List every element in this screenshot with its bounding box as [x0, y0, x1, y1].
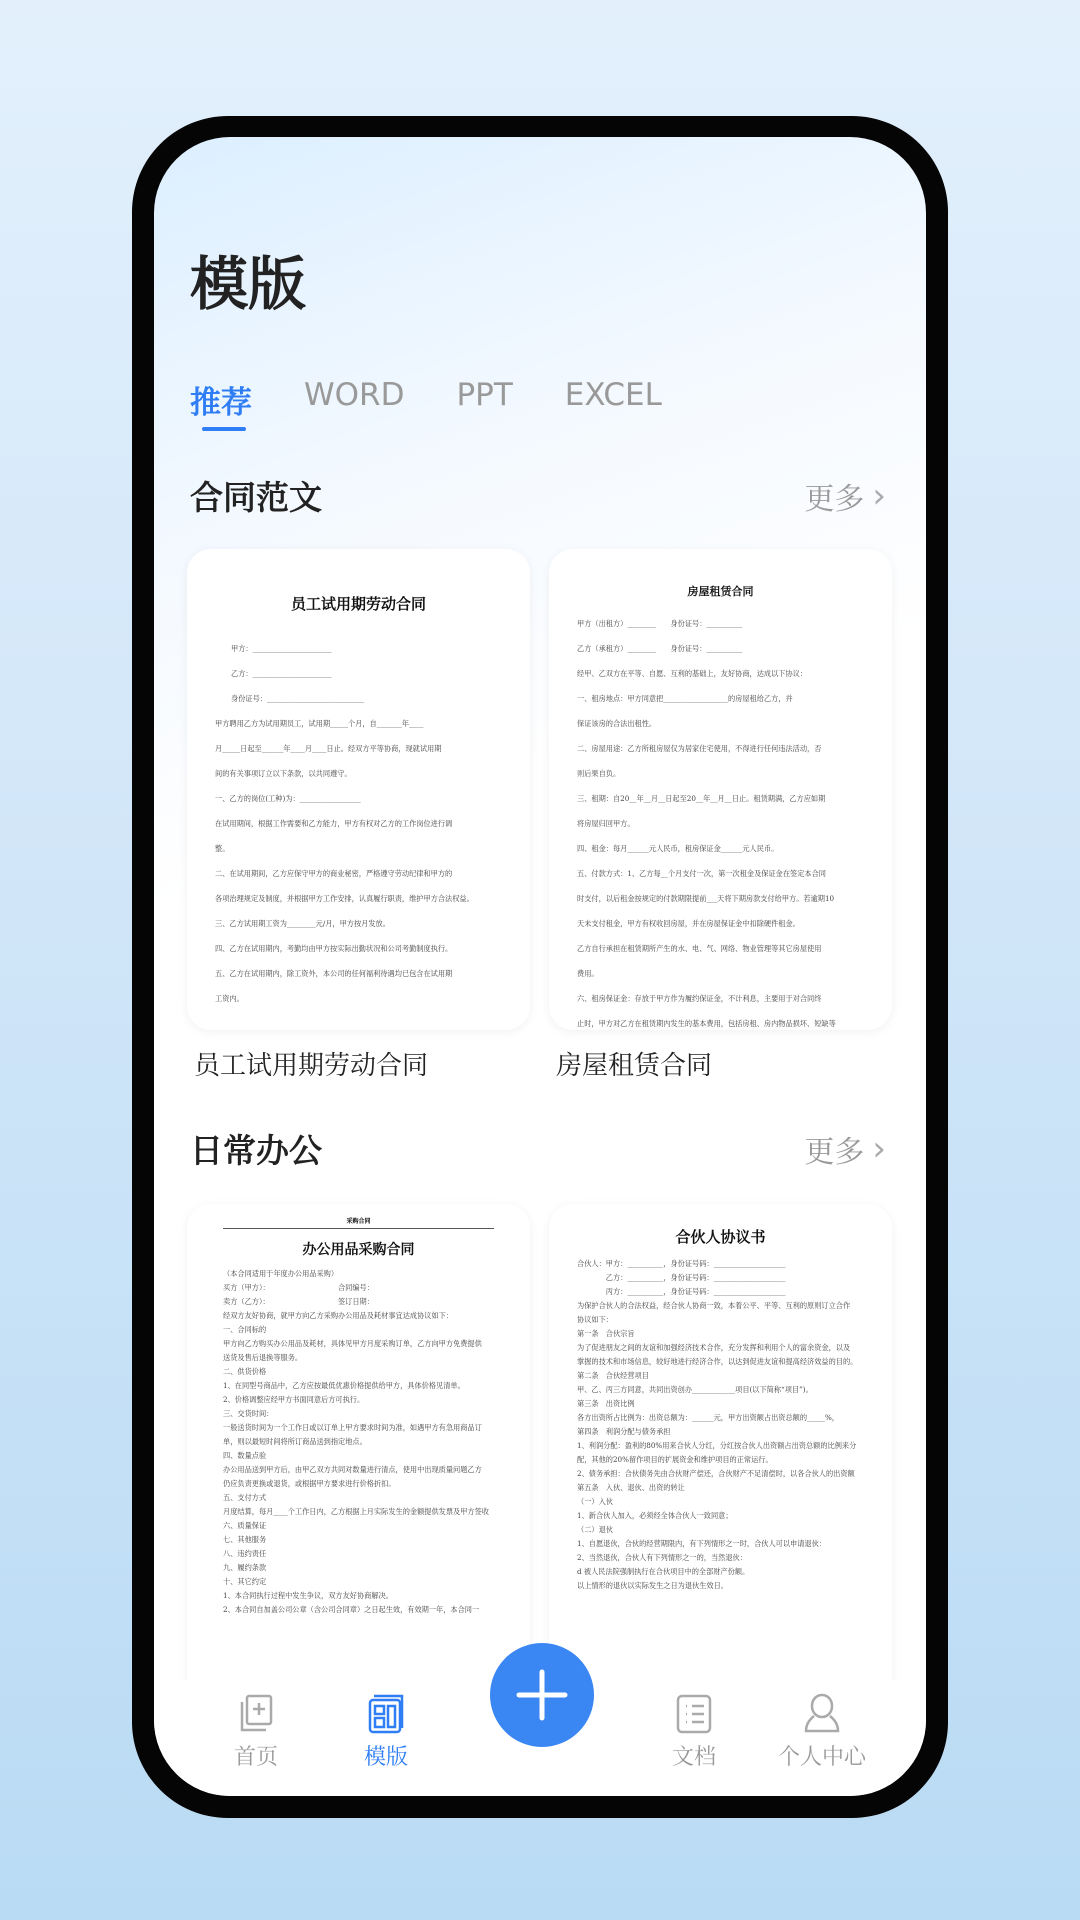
section-title-office: 日常办公	[190, 1131, 322, 1170]
category-tabs	[190, 377, 714, 422]
doc-line: 六、租房保证金：存放于甲方作为履约保证金，不计利息，主要用于对合同终	[577, 994, 822, 1003]
doc-line: 各方出资所占比例为：出资总额为：______元，甲方出资额占出资总额的_____%，	[577, 1413, 839, 1422]
doc-title: 合伙人协议书	[675, 1228, 766, 1246]
template-card[interactable]	[549, 549, 892, 1030]
page-title: 模版	[190, 250, 307, 318]
doc-line: 四、租金：每月______元人民币，租房保证金______元人民币。	[577, 844, 779, 853]
doc-line: 十、其它约定	[223, 1577, 267, 1586]
doc-line: 第五条 入伙、退伙、出资的转让	[577, 1483, 685, 1492]
doc-line: 1、新合伙人加入，必须经全体合伙人一致同意；	[577, 1511, 733, 1520]
doc-line: 卖方（乙方）： 签订日期：	[223, 1297, 374, 1306]
doc-line: （一）入伙	[577, 1497, 613, 1506]
doc-line: 费用。	[577, 969, 599, 978]
user-icon	[800, 1692, 844, 1736]
doc-line: 2、债务承担：合伙债务先由合伙财产偿还，合伙财产不足清偿时，以各合伙人的出资额	[577, 1469, 855, 1478]
doc-line: 各项治理规定及制度，并根据甲方工作安排，认真履行职责，维护甲方合法权益。	[215, 894, 474, 903]
doc-header: 采购合同	[223, 1216, 494, 1229]
doc-line: （二）退伙	[577, 1525, 613, 1534]
doc-line: 第四条 利润分配与债务承担	[577, 1427, 671, 1436]
template-card[interactable]	[549, 1204, 892, 1724]
doc-line: 掌握的技术和市场信息，较好地进行经济合作，以达到促进友谊和提高经济效益的目的。	[577, 1357, 858, 1366]
doc-line: 以上情形的退伙以实际发生之日为退伙生效日。	[577, 1581, 728, 1590]
doc-line: 1、利润分配：盈利的80%用来合伙人分红，分红按合伙人出资额占出资总额的比例来分	[577, 1441, 857, 1450]
doc-line: 甲方向乙方购买办公用品及耗材，具体见甲方月度采购订单，乙方向甲方免费提供	[223, 1339, 482, 1348]
nav-profile[interactable]	[762, 1692, 882, 1771]
document-list-icon	[672, 1692, 716, 1736]
doc-line: 2、本合同自加盖公司公章（含公司合同章）之日起生效，有效期一年，本合同一	[223, 1605, 480, 1614]
doc-line: 三、租期：自20__年__月__日起至20__年__月__日止。租赁期满，乙方应如期	[577, 794, 826, 803]
doc-line: 乙方：__________，身份证号码：____________________	[577, 1273, 786, 1282]
doc-line: 配，其他的20%留作项目的扩展资金和维护项目的正常运行。	[577, 1455, 773, 1464]
doc-line: 身份证号：___________________________	[231, 694, 364, 703]
doc-line: 经双方友好协商，就甲方向乙方采购办公用品及耗材事宜达成协议如下：	[223, 1311, 454, 1320]
phone-frame	[132, 116, 948, 1818]
app-screen	[154, 137, 926, 1796]
doc-line: 二、供货价格	[223, 1367, 267, 1376]
nav-home[interactable]	[196, 1692, 316, 1771]
create-fab-button[interactable]	[490, 1643, 594, 1747]
doc-line: （本合同适用于年度办公用品采购）	[223, 1269, 339, 1278]
more-label: 更多	[804, 482, 865, 517]
section-title-contracts: 合同范文	[190, 478, 322, 517]
doc-line: 七、其他服务	[223, 1535, 267, 1544]
plus-icon	[515, 1668, 569, 1722]
doc-line: 经甲、乙双方在平等、自愿、互利的基础上，友好协商，达成以下协议：	[577, 669, 808, 678]
doc-line: 一、租房地点：甲方同意把__________________的房屋租给乙方，并	[577, 694, 793, 703]
doc-line: 则后果自负。	[577, 769, 621, 778]
doc-line: 2、价格调整应经甲方书面同意后方可执行。	[223, 1395, 365, 1404]
chevron-right-icon: ›	[872, 476, 886, 516]
doc-line: 甲方：______________________	[231, 644, 332, 653]
doc-line: 间的有关事项订立以下条款，以共同遵守。	[215, 769, 352, 778]
chevron-right-icon: ›	[872, 1129, 886, 1169]
template-label[interactable]: 员工试用期劳动合同	[194, 1051, 429, 1081]
doc-preview	[577, 611, 864, 1030]
tab-ppt[interactable]: PPT	[456, 377, 513, 413]
doc-line: 月度结算，每月____个工作日内，乙方根据上月实际发生的金额提供发票及甲方签收	[223, 1507, 489, 1516]
doc-line: 乙方（承租方）________ 身份证号：__________	[577, 644, 743, 653]
doc-line: 甲、乙、丙三方同意，共同出资创办____________项目(以下简称“项目”)。	[577, 1385, 813, 1394]
doc-line: 五、付款方式：1、乙方每__个月支付一次，第一次租金及保证金在签定本合同	[577, 869, 826, 878]
doc-line: 甲方（出租方）________ 身份证号：__________	[577, 619, 743, 628]
doc-line: 单，则以最短时间将所订商品送到指定地点。	[223, 1437, 367, 1446]
doc-line: 八、违约责任	[223, 1549, 267, 1558]
doc-line: 丙方：__________，身份证号码：____________________	[577, 1287, 786, 1296]
doc-line: 1、自愿退伙，合伙的经营期限内，有下列情形之一时，合伙人可以申请退伙：	[577, 1539, 826, 1548]
doc-line: 送货及售后退换等服务。	[223, 1353, 303, 1362]
doc-line: 甲方聘用乙方为试用期员工，试用期_____个月，自_______年____	[215, 719, 424, 728]
doc-preview	[577, 1257, 864, 1593]
template-card[interactable]	[187, 549, 530, 1030]
doc-line: 二、在试用期间，乙方应保守甲方的商业秘密，严格遵守劳动纪律和甲方的	[215, 869, 453, 878]
nav-label: 文档	[671, 1745, 716, 1770]
tab-excel[interactable]: EXCEL	[564, 377, 662, 413]
doc-line: 办公用品送到甲方后，由甲乙双方共同对数量进行清点，使用中出现质量问题乙方	[223, 1465, 482, 1474]
doc-line: 为保护合伙人的合法权益，经合伙人协商一致，本着公平、平等、互利的原则订立合作	[577, 1301, 851, 1310]
doc-title: 员工试用期劳动合同	[290, 595, 426, 613]
doc-line: 四、乙方在试用期内，考勤均由甲方按实际出勤状况和公司考勤制度执行。	[215, 944, 453, 953]
doc-line: 在试用期间，根据工作需要和乙方能力，甲方有权对乙方的工作岗位进行调	[215, 819, 453, 828]
doc-line: 时支付，以后租金按规定的付款期限提前___天将下期房款支付给甲方。若逾期10	[577, 894, 835, 903]
doc-line: 合伙人：甲方：__________，身份证号码：____________________	[577, 1259, 786, 1268]
doc-title: 房屋租赁合同	[687, 585, 754, 598]
doc-line: 二、房屋用途：乙方所租房屋仅为居家住宅使用，不得进行任何违法活动，否	[577, 744, 822, 753]
nav-label: 个人中心	[777, 1745, 866, 1770]
doc-line: 月_____日起至______年____月____日止。经双方平等协商，现就试用期	[215, 744, 442, 753]
doc-line: 三、乙方试用期工资为________元/月，甲方按月发放。	[215, 919, 390, 928]
doc-line: 三、交货时间：	[223, 1409, 274, 1418]
doc-line: 五、支付方式	[223, 1493, 267, 1502]
doc-line: 1、在同型号商品中，乙方应按最低优惠价格提供给甲方，具体价格见清单。	[223, 1381, 465, 1390]
doc-line: 保证该房的合法出租性。	[577, 719, 657, 728]
doc-line: d 被人民法院强制执行在合伙项目中的全部财产份额。	[577, 1567, 750, 1576]
doc-line: 第一条 合伙宗旨	[577, 1329, 635, 1338]
doc-preview	[215, 636, 502, 1011]
doc-line: 第二条 合伙经营项目	[577, 1371, 649, 1380]
nav-documents[interactable]	[634, 1692, 754, 1771]
more-label: 更多	[804, 1135, 865, 1170]
doc-line: 一般送货时间为一个工作日或以订单上甲方要求时间为准，如遇甲方有急用商品订	[223, 1423, 482, 1432]
doc-line: 买方（甲方）： 合同编号：	[223, 1283, 374, 1292]
doc-line: 五、乙方在试用期内，除工资外，本公司的任何福利待遇均已包含在试用期	[215, 969, 453, 978]
doc-line: 工资内。	[215, 994, 244, 1003]
doc-line: 乙方：______________________	[231, 669, 332, 678]
doc-line: 仍应负责更换或退货，或根据甲方要求进行价格折扣。	[223, 1479, 396, 1488]
doc-line: 将房屋归回甲方。	[577, 819, 635, 828]
nav-templates[interactable]	[326, 1692, 446, 1771]
doc-line: 止时，甲方对乙方在租赁期内发生的基本费用，包括房租、房内物品损坏、短缺等	[577, 1019, 836, 1028]
tab-recommended[interactable]: 推荐	[190, 377, 252, 422]
template-label[interactable]: 房屋租赁合同	[556, 1051, 713, 1081]
doc-line: 九、履约条款	[223, 1563, 267, 1572]
doc-line: 天未支付租金，甲方有权收回房屋，并在房屋保证金中扣除硬件租金。	[577, 919, 800, 928]
template-icon	[364, 1692, 408, 1736]
more-contracts-button[interactable]	[804, 474, 886, 518]
template-card[interactable]	[187, 1204, 530, 1724]
home-add-icon	[234, 1692, 278, 1736]
doc-line: 为了促进朋友之间的友谊和加强经济技术合作，充分发挥和利用个人的富余资金，以及	[577, 1343, 851, 1352]
nav-label: 首页	[233, 1745, 278, 1770]
nav-label: 模版	[363, 1745, 408, 1770]
doc-title: 办公用品采购合同	[302, 1242, 415, 1258]
doc-line: 2、当然退伙，合伙人有下列情形之一的，当然退伙：	[577, 1553, 747, 1562]
doc-line: 一、乙方的岗位(工种)为：_________________	[215, 794, 361, 803]
doc-line: 一、合同标的	[223, 1325, 267, 1334]
doc-line: 乙方自行承担在租赁期所产生的水、电、气、网络、物业管理等其它房屋使用	[577, 944, 822, 953]
doc-line: 六、质量保证	[223, 1521, 267, 1530]
doc-line: 协议如下：	[577, 1315, 613, 1324]
doc-preview	[223, 1267, 494, 1617]
tab-word[interactable]: WORD	[304, 377, 405, 413]
doc-line: 四、数量点验	[223, 1451, 267, 1460]
doc-line: 第三条 出资比例	[577, 1399, 635, 1408]
doc-line: 整。	[215, 844, 230, 853]
more-office-button[interactable]	[804, 1127, 886, 1171]
doc-line: 1、本合同执行过程中发生争议，双方友好协商解决。	[223, 1591, 393, 1600]
